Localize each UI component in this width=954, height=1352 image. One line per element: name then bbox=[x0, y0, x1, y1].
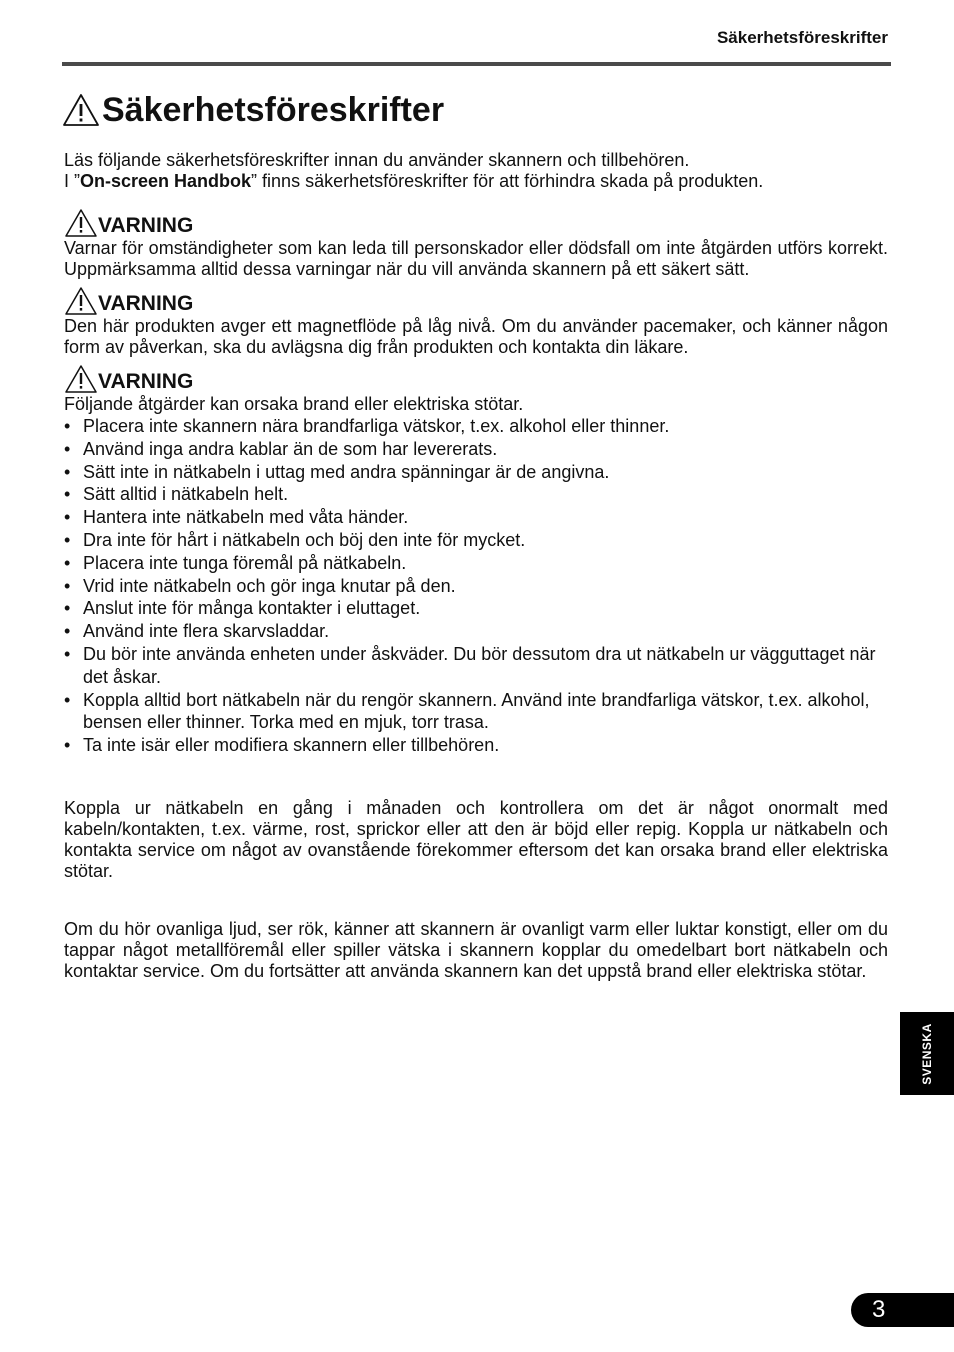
page-number: 3 bbox=[872, 1296, 886, 1323]
spacer bbox=[64, 761, 888, 798]
list-item: • Placera inte skannern nära brandfarliga vätskor, t.ex. alkohol eller thinner. bbox=[64, 415, 888, 438]
body-paragraph: Om du hör ovanliga ljud, ser rök, känner att skannern är ovanligt varm eller luktar konstigt, eller om du tappar något metallföremål eller spiller vätska i skannern kopplar du omedelbart bort nätkabeln och kontaktar service. Om du fortsätter att använda skannern kan det uppstå brand eller elektriska stötar. bbox=[64, 918, 888, 981]
warning-triangle-icon bbox=[64, 286, 98, 316]
warning-label: VARNING bbox=[98, 370, 194, 393]
intro-line-2-suffix: ” finns säkerhetsföreskrifter för att förhindra skada på produkten. bbox=[251, 171, 764, 191]
warning-triangle-icon bbox=[62, 93, 100, 127]
list-item: • Använd inte flera skarvsladdar. bbox=[64, 620, 888, 643]
warning-block-3 bbox=[64, 364, 888, 757]
running-header: Säkerhetsföreskrifter bbox=[716, 28, 888, 47]
intro-line-2 bbox=[64, 171, 888, 192]
page-number-badge bbox=[851, 1293, 954, 1327]
list-item: • Dra inte för hårt i nätkabeln och böj den inte för mycket. bbox=[64, 529, 888, 552]
language-tab bbox=[900, 1012, 954, 1095]
list-item: • Ta inte isär eller modifiera skannern eller tillbehören. bbox=[64, 734, 888, 757]
page-title bbox=[62, 88, 888, 132]
warning-block-2 bbox=[64, 286, 888, 358]
list-item: • Du bör inte använda enheten under åskväder. Du bör dessutom dra ut nätkabeln ur vägguttaget när det åskar. bbox=[64, 643, 888, 689]
warning-triangle-icon bbox=[64, 208, 98, 238]
warning-text: Varnar för omständigheter som kan leda till personskador eller dödsfall om inte åtgärden utförs korrekt. Uppmärksamma alltid dessa varningar när du vill använda skannern på ett säkert sätt. bbox=[64, 238, 888, 279]
main-content bbox=[64, 88, 888, 982]
language-tab-label: SVENSKA bbox=[920, 1022, 935, 1085]
warning-heading bbox=[64, 208, 888, 238]
warning-text: Den här produkten avger ett magnetflöde på låg nivå. Om du använder pacemaker, och känner någon form av påverkan, ska du avlägsna dig från produkten och kontakta din läkare. bbox=[64, 316, 888, 357]
list-item: • Placera inte tunga föremål på nätkabeln. bbox=[64, 552, 888, 575]
body-paragraph: Koppla ur nätkabeln en gång i månaden och kontrollera om det är något onormalt med kabeln/kontakten, t.ex. värme, rost, sprickor eller att den är böjd eller repig. Koppla ur nätkabeln och kontakta service om något av ovanstående förekommer eftersom det kan orsaka brand eller elektriska stötar. bbox=[64, 797, 888, 881]
spacer bbox=[64, 882, 888, 919]
page-title-text: Säkerhetsföreskrifter bbox=[102, 91, 445, 129]
intro-line-1: Läs följande säkerhetsföreskrifter innan du använder skannern och tillbehören. bbox=[64, 150, 690, 170]
list-item: • Hantera inte nätkabeln med våta händer. bbox=[64, 506, 888, 529]
header-rule bbox=[62, 62, 891, 66]
manual-name: On-screen Handbok bbox=[80, 171, 252, 191]
list-item: • Vrid inte nätkabeln och gör inga knutar på den. bbox=[64, 575, 888, 598]
warning-block-1 bbox=[64, 208, 888, 280]
warning-label: VARNING bbox=[98, 214, 194, 237]
warning-triangle-icon bbox=[64, 364, 98, 394]
list-item: • Använd inga andra kablar än de som har levererats. bbox=[64, 438, 888, 461]
list-item: • Sätt alltid i nätkabeln helt. bbox=[64, 483, 888, 506]
list-item: • Anslut inte för många kontakter i eluttaget. bbox=[64, 597, 888, 620]
warning-heading bbox=[64, 364, 888, 394]
warning-heading bbox=[64, 286, 888, 316]
warning-text: Följande åtgärder kan orsaka brand eller elektriska stötar. bbox=[64, 394, 524, 414]
hazard-list bbox=[64, 415, 888, 757]
list-item: • Sätt inte in nätkabeln i uttag med andra spänningar är de angivna. bbox=[64, 461, 888, 484]
list-item: • Koppla alltid bort nätkabeln när du rengör skannern. Använd inte brandfarliga vätskor, t.ex. alkohol, bensen eller thinner. Torka med en mjuk, torr trasa. bbox=[64, 689, 888, 735]
intro-line-2-prefix: I ” bbox=[64, 171, 80, 191]
warning-label: VARNING bbox=[98, 292, 194, 315]
